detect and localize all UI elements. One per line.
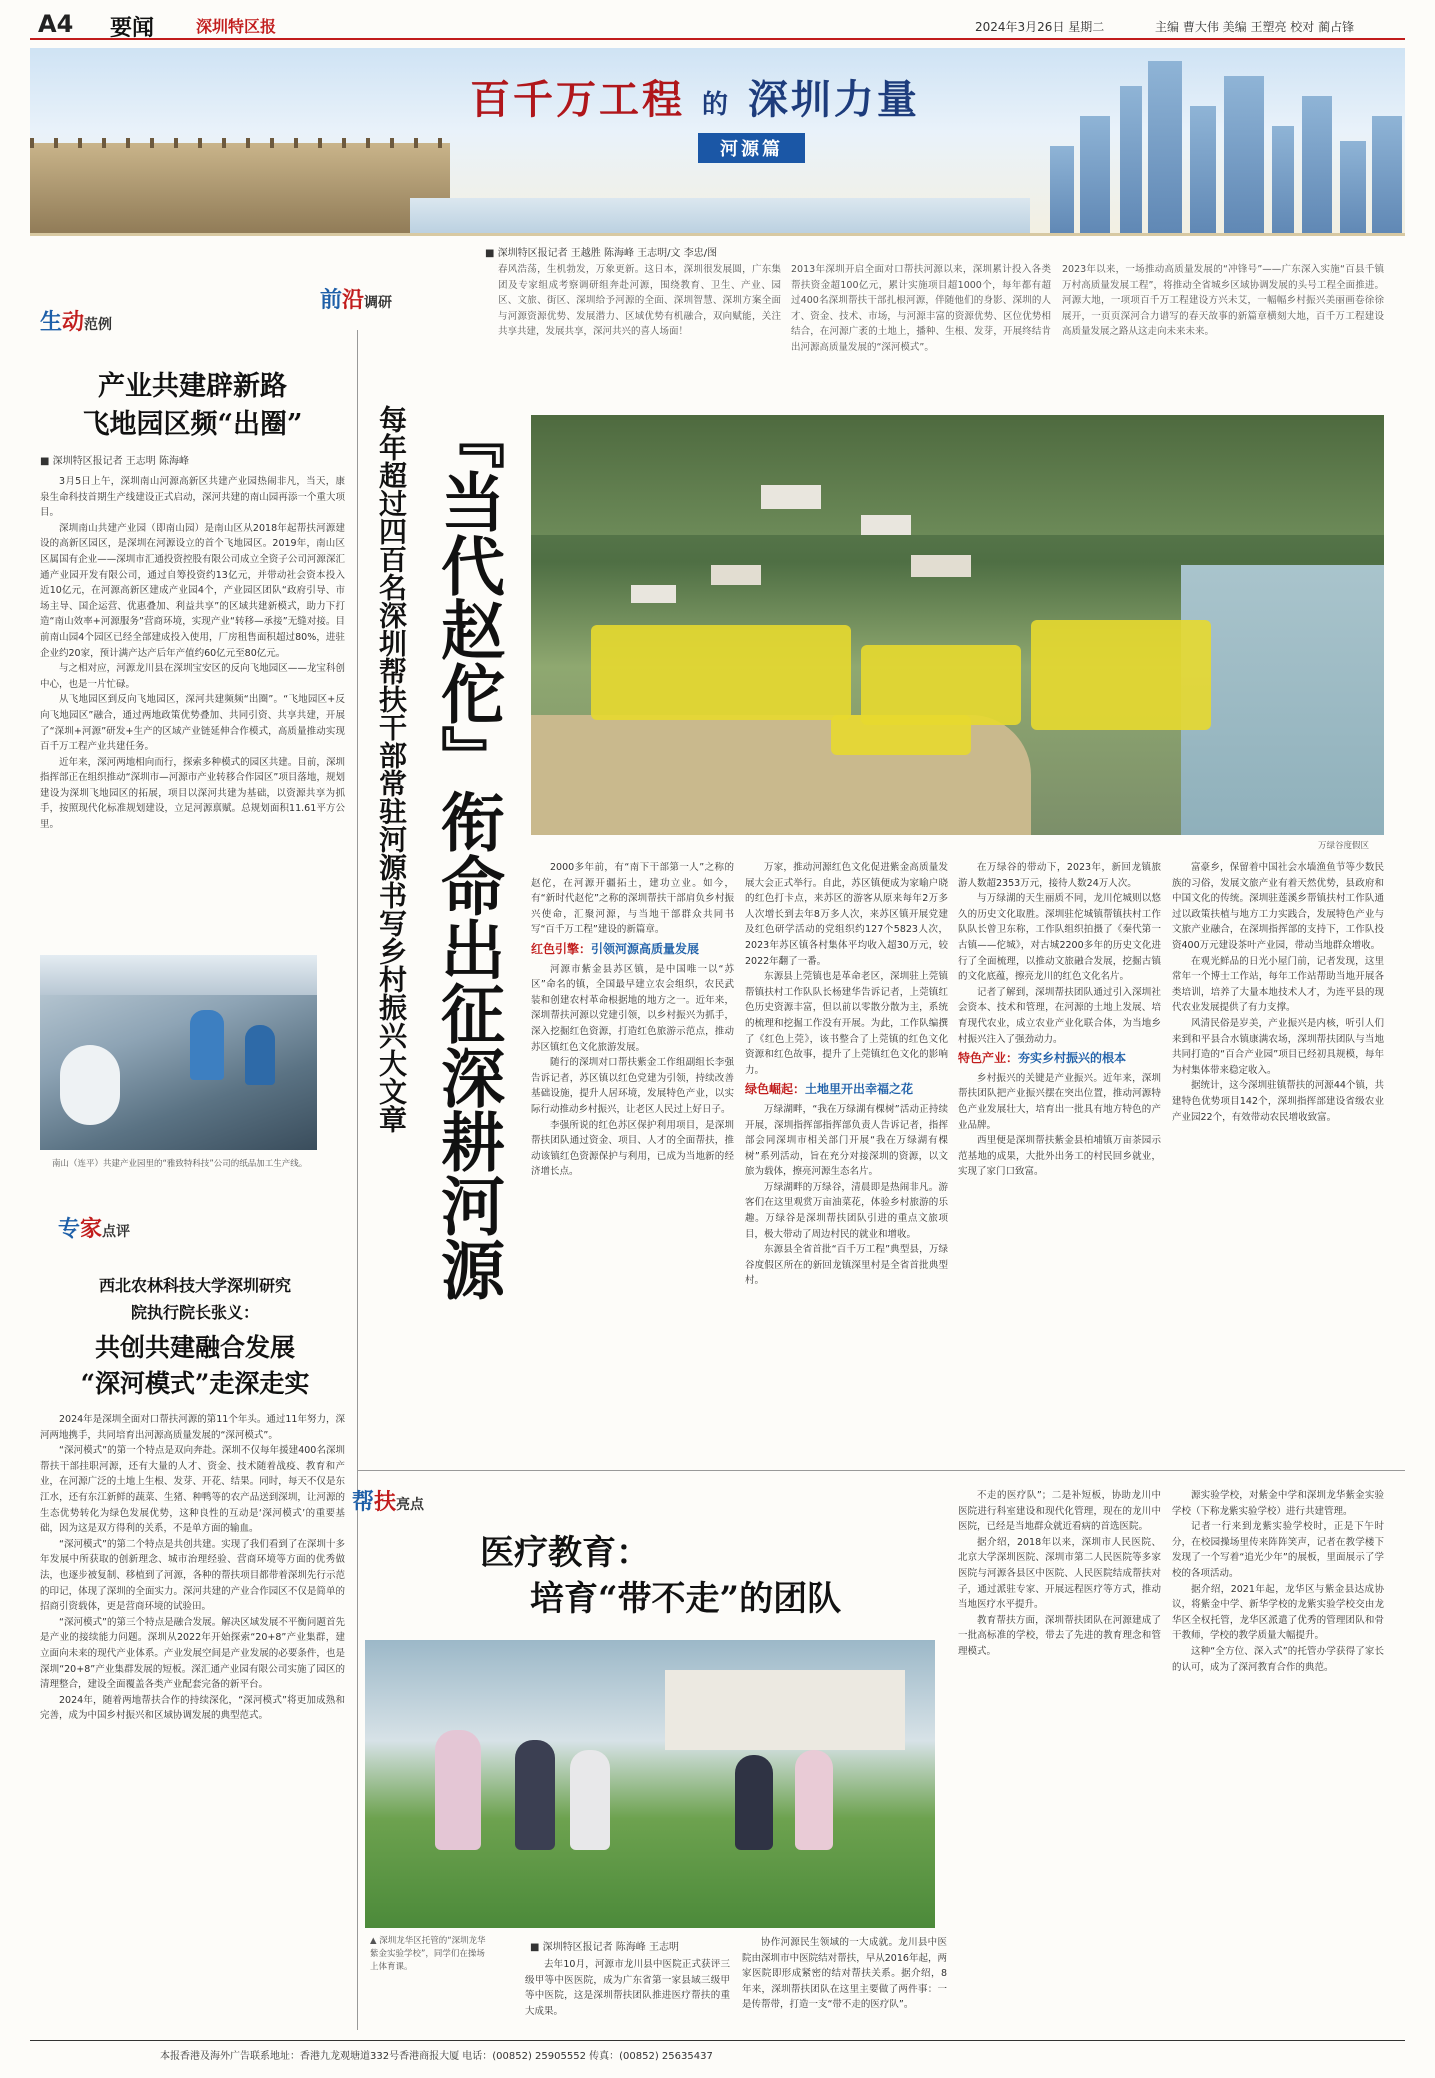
lead-col-a: 春风浩荡，生机勃发，万象更新。这日本，深圳很发展圆，广东集团及专家组成考察调研组奔赴河源，围绕教育、卫生、产业、园区、文旅、街区、深圳给予河源的全面、深圳智慧、深圳方案全面与河源资源优势、发展潜力、区域优势有机融合，双向赋能，关注共享共建，发展共享，深河共兴的喜人场面！ [498, 264, 781, 338]
paragraph: “深河模式”的第二个特点是共创共建。实现了我们看到了在深圳十多年发展中所获取的创新理念、城市治理经验、营商环境等方面的优秀做法，也逐步被复制、移植到了河源，各种的帮扶项目都带着深圳先行示范的印记，体现了深圳的全面实力。深河共建的产业合作园区不仅是简单的招商引资载体，更是营商环境的试验田。 [40, 1538, 345, 1613]
kicker-help: 帮扶亮点 [352, 1489, 425, 1515]
kicker-shengdong: 生动范例 [40, 309, 113, 335]
paragraph: 在万绿谷的带动下，2023年，新回龙镇旅游人数超2353万元，接待人数24万人次。 [958, 862, 1161, 889]
editor-credits: 主编 曹大伟 美编 王塑亮 校对 蔺占锋 [1155, 20, 1355, 34]
footer-contact: 本报香港及海外广告联系地址：香港九龙观塘道332号香港商报大厦 电话：(00852) 25905552 传真：(00852) 25635437 [160, 2051, 713, 2062]
building [711, 565, 761, 585]
school-photo [365, 1640, 935, 1928]
subhead-text: 引领河源高质量发展 [591, 941, 700, 956]
paragraph: 据介绍，2018年以来，深圳市人民医院、北京大学深圳医院、深圳市第二人民医院等多家医院与河源各县区中医院、人民医院结成帮扶对子，通过派驻专家、开展远程医疗等方式，推动当地医疗水平提升。 [958, 1536, 1161, 1611]
main-vertical-title: 『当代赵佗』衔命出征深耕河源 [430, 405, 505, 1301]
footer [30, 2040, 1405, 2066]
paragraph: 西里便是深圳帮扶紫金县柏埔镇万亩茶园示范基地的成果，大批外出务工的村民回乡就业，实现了家门口致富。 [958, 1135, 1161, 1178]
kicker-expert: 专家点评 [58, 1216, 131, 1242]
paragraph: 富豪乡，保留着中国社会水墙渔鱼节等少数民族的习俗，发展文旅产业有着天然优势，县政府和中国文化的传统。深圳驻莲溪乡帮镇扶村工作队通过以政策扶植与地方工力实践合，发展特色产业与文旅产业融合，在深圳指挥部的支持下，工作队投资400万元建设茶叶产业园，带动当地群众增收。 [1172, 862, 1384, 951]
column-rule [357, 330, 358, 2030]
child-figure [570, 1750, 610, 1850]
building [631, 585, 676, 603]
paper-roll [60, 1045, 120, 1125]
paragraph: 2024年是深圳全面对口帮扶河源的第11个年头。通过11年努力，深河两地携手，共同培育出河源高质量发展的“深河模式”。 [40, 1414, 345, 1441]
paragraph: “深河模式”的第一个特点是双向奔赴。深圳不仅每年援建400名深圳帮扶干部挂职河源，还有大量的人才、资金、技术随着战疫、教育和产业，在河源广泛的土地上生根、发芽、开花、结果。同时，每天不仅是东江水，还有东江新鲜的蔬菜、生猪、种鸭等的农产品送到深圳，让河源的生态优势转化为绿色发展优势，这种良性的互动是‘深河模式’的重要基础，因为这是双方得利的关系，不是单方面的输血。 [40, 1445, 345, 1535]
factory-ceiling [40, 955, 317, 995]
byline-main: ■ 深圳特区报记者 王越胜 陈海峰 王志明/文 李忠/图 [485, 248, 718, 259]
wanlvgu-photo [531, 415, 1384, 835]
medical-col-4 [1172, 1488, 1384, 2036]
paragraph: 河源市紫金县苏区镇，是中国唯一以“苏区”命名的镇，全国最早建立农会组织，农民武装和创建农村革命根据地的地方之一。近年来，深圳帮扶河源以党建引领，以乡村振兴为抓手，深入挖掘红色资源，打造红色旅游示范点，推动苏区镇红色文化旅游发展。 [531, 963, 734, 1053]
banner-bridge-railing [30, 138, 450, 148]
banner-subtitle: 河源篇 [698, 133, 805, 163]
building [911, 555, 971, 577]
paragraph: 2024年，随着两地帮扶合作的持续深化，“深河模式”将更加成熟和完善，成为中国乡村振兴和区域协调发展的典型范式。 [40, 1694, 345, 1722]
paragraph: 去年10月，河源市龙川县中医院正式获评三级甲等中医医院，成为广东省第一家县域三级甲等中医院，这是深圳帮扶团队推进医疗帮扶的重大成果。 [525, 1959, 730, 2017]
issue-date: 2024年3月26日 星期二 [975, 20, 1105, 34]
subhead-text: 夯实乡村振兴的根本 [1018, 1051, 1127, 1066]
child-figure [515, 1740, 555, 1850]
rapeseed-field [831, 715, 971, 755]
masthead [30, 8, 1405, 40]
banner-title-de: 的 [701, 90, 731, 120]
banner-title [470, 68, 920, 125]
paragraph: 东源县全省首批“百千万工程”典型县，万绿谷度假区所在的新回龙镇深里村是全省首批典型村。 [745, 1244, 948, 1287]
medical-col-2 [742, 1935, 947, 2035]
paragraph: 据介绍，2021年起，龙华区与紫金县达成协议，将紫金中学、新华学校的龙紫实验学校交由龙华区全权托管，龙华区派遣了优秀的管理团队和骨干教师，学校的教学质量大幅提升。 [1172, 1583, 1384, 1642]
paragraph: 记者一行来到龙紫实验学校时，正是下午时分，在校园操场里传来阵阵笑声，记者在教学楼下发现了一个写着“追光少年”的展板，里面展示了学校的各项活动。 [1172, 1521, 1384, 1579]
worker-figure [190, 1010, 224, 1080]
building [861, 515, 911, 535]
lead-col-c: 2023年以来，一场推动高质量发展的“冲锋号”——广东深入实施“百县千镇万村高质量发展工程”，将推动全省城乡区域协调发展的头号工程全面推进。河源大地，一项项百千万工程建设方兴未艾，一幅幅乡村振兴美丽画卷徐徐展开，一页页深河合力谱写的春天故事的新篇章横刻大地，百千万工程建设高质量发展之路从这走向未来未来。 [1062, 264, 1384, 338]
banner-title-a: 百千万工程 [470, 76, 685, 123]
paragraph: 近年来，深河两地相向而行，探索多种模式的园区共建。目前，深圳指挥部正在组织推动“深圳市—河源市产业转移合作园区”项目落地，规划建设为深圳飞地园区的拓展，项目以深河共建为基础，以资源共享为抓手，按照现代化标准规划建设，立足河源禀赋。总规划面积11.61平方公里。 [40, 756, 345, 831]
subhead-text: 土地里开出幸福之花 [805, 1082, 914, 1097]
lead-col-b: 2013年深圳开启全面对口帮扶河源以来，深圳累计投入各类帮扶资金超100亿元，累计实施项目超1000个，每年都有超过400名深圳帮扶干部扎根河源，伴随他们的身影、深圳的人才、资金、技术、市场，与河源丰富的资源优势、区位优势相结合，在河源广袤的土地上，播种、生根、发芽，开展终结肯出河源高质量发展的“深河模式”。 [791, 264, 1051, 353]
paragraph: 万绿湖畔的万绿谷，清晨即是热闹非凡。游客们在这里观赏万亩油菜花，体验乡村旅游的乐趣。万绿谷是深圳帮扶团队引进的重点文旅项目，极大带动了周边村民的就业和增收。 [745, 1181, 948, 1240]
paragraph: 万绿湖畔，“我在万绿湖有棵树”活动正持续开展，深圳指挥部指挥部负责人告诉记者，指挥部会同深圳市相关部门开展“我在万绿湖有棵树”系列活动，旨在充分对接深圳的资源，以文旅为载体，擦亮河源生态名片。 [745, 1103, 948, 1178]
subhead [745, 1082, 948, 1098]
paragraph: 东源县上莞镇也是革命老区，深圳驻上莞镇帮镇扶村工作队队长杨建华告诉记者，上莞镇红色历史资源丰富，但以前以零散分散为主，系统的梳理和挖掘工作没有开展。为此，工作队编撰了《红色上莞》，该书整合了上莞镇的红色文化资源和红色故事，提升了上莞镇红色文化的影响力。 [745, 971, 948, 1076]
paragraph: 据统计，这今深圳驻镇帮扶的河源44个镇，共建特色优势项目142个，深圳指挥部建设省级农业产业园22个，有效带动农民增收致富。 [1172, 1080, 1384, 1123]
child-figure [435, 1730, 481, 1850]
subhead [958, 1051, 1161, 1067]
banner-bridge-illustration [30, 143, 450, 236]
headline-medical: 医疗教育： 培育“带不走”的团队 [480, 1533, 842, 1619]
factory-photo-caption: 南山（连平）共建产业园里的“雅致特科技”公司的纸品加工生产线。 [52, 1159, 308, 1169]
paragraph: 与万绿湖的天生丽质不同，龙川佗城则以悠久的历史文化取胜。深圳驻佗城镇帮镇扶村工作队队长曾卫东称，工作队组织拍摄了《秦代第一古镇——佗城》，对古城2200多年的历史文化进行了全面梳理，以推动文旅融合发展，挖掘古镇的文化底蕴，擦亮龙川的红色文化名片。 [958, 893, 1161, 983]
paragraph: 李强所说的红色苏区保护利用项目，是深圳帮扶团队通过资金、项目、人才的全面帮扶，推动该镇红色资源保护与利用，已成为当地新的经济增长点。 [531, 1119, 734, 1178]
paragraph: 从飞地园区到反向飞地园区，深河共建频频“出圈”。“飞地园区+反向飞地园区”融合，通过两地政策优势叠加、共同引资、共享共建，开展了“深圳+河源”研发+生产的区域产业链延伸合作模式，高质量推动实现百千万工程产业共建任务。 [40, 694, 345, 753]
paragraph: 乡村振兴的关键是产业振兴。近年来，深圳帮扶团队把产业振兴摆在突出位置，推动河源特色产业发展壮大，培育出一批具有地方特色的产业品牌。 [958, 1072, 1161, 1131]
paragraph: 与之相对应，河源龙川县在深圳宝安区的反向飞地园区——龙宝科创中心，也是一片忙碌。 [40, 663, 345, 690]
paragraph: 2000多年前，有“南下干部第一人”之称的赵佗，在河源开疆拓土，建功立业。如今，有“新时代赵佗”之称的深圳帮扶干部肩负乡村振兴使命，汇聚河源，与当地干部群众共同书写“百千万工程”建设的新篇章。 [531, 862, 734, 936]
rapeseed-field [861, 645, 1021, 725]
subhead-label: 绿色崛起： [745, 1082, 806, 1097]
school-building [665, 1670, 905, 1750]
byline-medical: ■ 深圳特区报记者 陈海峰 王志明 [530, 1942, 679, 1953]
section-rule [358, 1470, 1405, 1471]
expert-intro: 西北农林科技大学深圳研究 院执行院长张义： [98, 1276, 291, 1322]
paragraph: 风清民俗是岁美，产业振兴是内核，听引人们来到和平县合水镇康满农场，深圳帮扶团队与当地共同打造的“百合产业园”项目已经初具规模，每年为村集体带来稳定收入。 [1172, 1017, 1384, 1076]
building [761, 485, 821, 509]
section-name: 要闻 [110, 16, 155, 41]
banner [30, 48, 1405, 236]
paragraph: 源实验学校，对紫金中学和深圳龙华紫金实验学校（下称龙紫实验学校）进行共建管理。 [1172, 1490, 1384, 1517]
hill-background [531, 415, 1384, 535]
main-col-1 [531, 860, 734, 1460]
factory-photo [40, 955, 317, 1150]
paragraph: 协作河源民生领域的一大成就。龙川县中医院由深圳市中医院结对帮扶，早从2016年起，两家医院即形成紧密的结对帮扶关系。据介绍，8年来，深圳帮扶团队在这里主要做了两件事：一是传帮带，打造一支“带不走的医疗队”。 [742, 1937, 947, 2011]
paragraph: 随行的深圳对口帮扶紫金工作组副组长李强告诉记者，苏区镇以红色党建为引领，持续改善基础设施，提升人居环境，发展特色产业，以实际行动推动乡村振兴，让老区人民过上好日子。 [531, 1057, 734, 1115]
subhead-label: 红色引擎： [531, 941, 592, 956]
main-col-4 [1172, 860, 1384, 1460]
rapeseed-field [1031, 620, 1211, 730]
paragraph: 不走的医疗队”；二是补短板，协助龙川中医院进行科室建设和现代化管理，现在的龙川中医院，已经是当地群众就近看病的首选医院。 [958, 1490, 1161, 1533]
main-col-2 [745, 860, 948, 1460]
paragraph: 深圳南山共建产业园（即南山园）是南山区从2018年起帮扶河源建设的高新区园区，是深圳在河源设立的首个飞地园区。2019年，南山区区属国有企业——深圳市汇通投资控股有限公司成立全资子公司河源深汇通产业园开发有限公司，通过自筹投资约13亿元，并带动社会资本投入近10亿元，在河源高新区建成产业园4个，产业园区团队“政府引导、市场主导、国企运营、优惠叠加、利益共享”的区域共建新模式，助力下打造“南山效率+河源服务”营商环境，实现产业“转移—承接”无缝对接。目前南山园4个园区已经全部建成投入使用，厂房租售面积超过80%，进驻企业约20家，预计满产达产后年产值约60亿元至80亿元。 [40, 522, 345, 659]
banner-title-b: 深圳力量 [747, 76, 920, 123]
paragraph: “深河模式”的第三个特点是融合发展。解决区域发展不平衡问题首先是产业的接续能力问题。深圳从2022年开始探索“20+8”产业集群，建立面向未来的现代产业体系。产业发展空间是产业发展的必要条件，也是深圳“20+8”产业集群发展的短板。深汇通产业园有限公司实施了园区的清理整合，建设全面覆盖各类产业配套完备的新平台。 [40, 1616, 345, 1691]
medical-col-1 [525, 1957, 730, 2037]
subhead [531, 942, 734, 958]
child-figure [735, 1755, 773, 1850]
paragraph: 3月5日上午，深圳南山河源高新区共建产业园热闹非凡，当天，康泉生命科技首期生产线建设正式启动，深河共建的南山园再添一个重大项目。 [40, 476, 345, 519]
paragraph: 这种“全方位、深入式”的托管办学获得了家长的认可，成为了深河教育合作的典范。 [1172, 1645, 1384, 1673]
banner-skyline-illustration [1040, 48, 1405, 236]
page-number: A4 [38, 10, 74, 38]
worker-figure [245, 1025, 275, 1085]
child-figure [795, 1750, 833, 1850]
medical-col-3 [958, 1488, 1161, 2036]
kicker-frontier: 前沿调研 [320, 287, 393, 313]
main-photo-caption: 万绿谷度假区 [1318, 841, 1370, 851]
subhead-label: 特色产业： [958, 1051, 1019, 1066]
paragraph: 记者了解到，深圳帮扶团队通过引入深圳社会资本、技术和管理，在河源的土地上发展、培育现代农业，成立农业产业化联合体，为当地乡村振兴注入了强劲动力。 [958, 986, 1161, 1045]
paragraph: 教育帮扶方面，深圳帮扶团队在河源建成了一批高标准的学校，带去了先进的教育理念和管理模式。 [958, 1614, 1161, 1657]
main-vertical-subtitle: 每年超过四百名深圳帮扶干部常驻河源书写乡村振兴大文章 [375, 405, 408, 1133]
school-photo-caption: ▲ 深圳龙华区托管的“深圳龙华紫金实验学校”，同学们在操场上体育课。 [370, 1936, 486, 1972]
article-expert-body [40, 1412, 345, 2034]
banner-river-illustration [410, 198, 1030, 236]
byline-industry: ■ 深圳特区报记者 王志明 陈海峰 [40, 456, 189, 467]
paper-name: 深圳特区报 [196, 17, 277, 36]
headline-industry: 产业共建辟新路 飞地园区频“出圈” [82, 371, 303, 440]
rapeseed-field [591, 625, 851, 720]
paragraph: 在观光鲜品的日光小屋门前，记者发现，这里常年一个博士工作站，每年工作站帮助当地开展各类培训，培养了大量本地技术人才，为连平县的现代农业发展提供了有力支撑。 [1172, 955, 1384, 1014]
paragraph: 万家，推动河源红色文化促进紫金高质量发展大会正式举行。自此，苏区镇便成为家喻户晓的红色打卡点，来苏区的游客从原来每年2万多人次增长到去年8万多人次，来苏区镇开展党建及红色研学活动的党组织约127个5823人次，2023年苏区镇各村集体平均收入超30万元，较2022年翻了一番。 [745, 862, 948, 967]
article-industry-body [40, 474, 345, 948]
main-col-3 [958, 860, 1161, 1460]
lake [1181, 565, 1384, 835]
headline-expert: 共创共建融合发展 “深河模式”走深走实 [80, 1333, 310, 1398]
